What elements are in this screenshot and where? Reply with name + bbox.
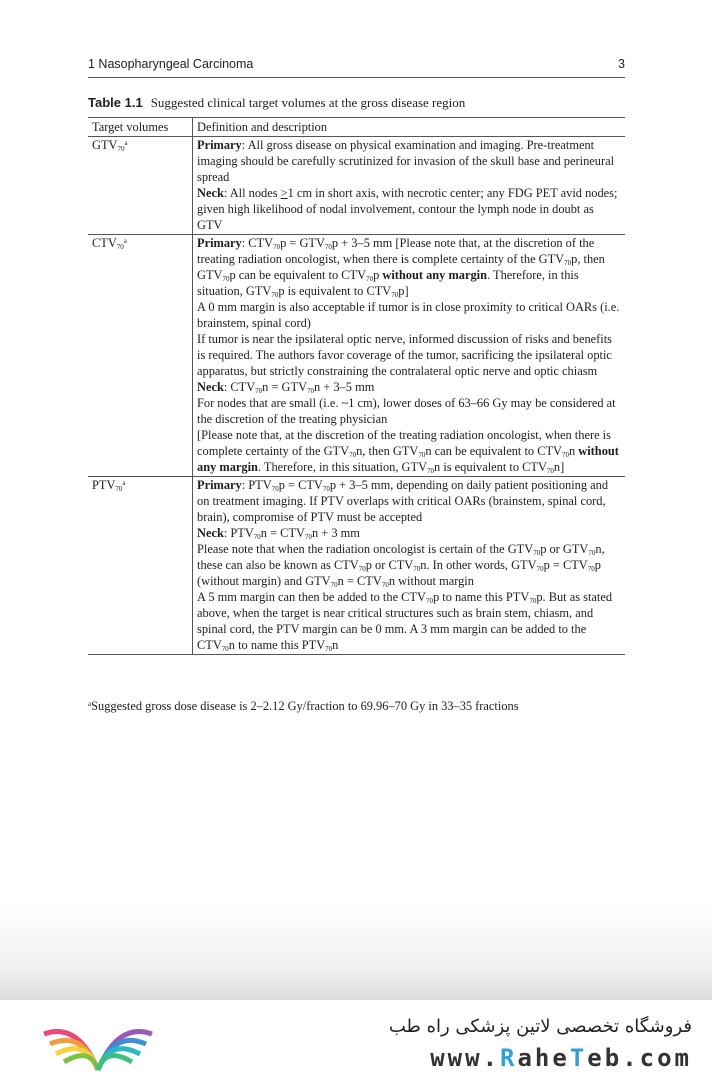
gtv-primary-text: Primary: All gross disease on physical examination and imaging. Pre-treatment imaging should be carefully scrutinized for invasion of the skull base and perineural spread [197, 138, 615, 184]
volume-cell-gtv: $GTV_{70}^a$ [88, 137, 193, 235]
definition-cell-ctv [193, 235, 626, 477]
chapter-title: 1 Nasopharyngeal Carcinoma [88, 57, 254, 71]
ctv-neck-text: Neck: $CTV_{70}n = GTV_{70}n + 3-5$ mm [197, 380, 375, 395]
footnote-mark: a [88, 700, 92, 708]
definition-cell-ptv [193, 477, 626, 655]
ptv-equivalence-text: Please note that when the radiation oncologist is certain of the $GTV_{70}p$ or $GTV_{70}n$, these can also be known as $CTV_{70}p$ or $CTV_{70}n$. In other words, $GTV_{70}p = CTV_{70}p$ (without margin) and $GTV_{70}n = CTV_{70}n$ without margin [197, 542, 605, 589]
volume-cell-ptv: $PTV_{70}^a$ [88, 477, 193, 655]
bottom-shadow [0, 900, 712, 1000]
running-header [88, 55, 625, 78]
watermark-banner [0, 1000, 712, 1079]
table-label: Table 1.1 [88, 95, 143, 110]
ctv-small-nodes-text: For nodes that are small (i.e. ~1 cm), lower doses of 63–66 Gy may be considered at the discretion of the treating physician [197, 396, 616, 426]
target-volume-table [88, 117, 625, 655]
ctv-primary-text: Primary: $CTV_{70}p = GTV_{70}p + 3-5$ mm [Please note that, at the discretion of the treating radiation oncologist, when there is complete certainty of the $GTV_{70}p$, then $GTV_{70}p$ can be equivalent to $CTV_{70}p$ without any margin. Therefore, in this situation, $GTV_{70}p$ is equivalent to $CTV_{70}p$] [197, 236, 605, 299]
gtv-neck-text: Neck: All nodes >1 cm in short axis, with necrotic center; any FDG PET avid nodes; given high likelihood of nodal involvement, contour the lymph node in doubt as GTV [197, 186, 618, 232]
ctv-zero-margin-text: A 0 mm margin is also acceptable if tumor is in close proximity to critical OARs (i.e. brainstem, spinal cord) [197, 300, 620, 330]
open-book-logo-icon [38, 1012, 158, 1074]
table-header-row [88, 118, 625, 137]
column-header-target-volumes: Target volumes [88, 118, 193, 137]
table-footnote [88, 699, 519, 714]
column-header-definition: Definition and description [193, 118, 626, 137]
volume-cell-ctv: $CTV_{70}^a$ [88, 235, 193, 477]
site-url: www.RaheTeb.com [430, 1044, 692, 1072]
footnote-text: Suggested gross dose disease is 2–2.12 Gy/fraction to 69.96–70 Gy in 33–35 fractions [91, 699, 519, 713]
table-row-ctv [88, 235, 625, 477]
ptv-primary-text: Primary: $PTV_{70}p = CTV_{70}p + 3-5$ mm, depending on daily patient positioning and on treatment imaging. If PTV overlaps with critical OARs (brainstem, spinal cord, brain), compromise of PTV must be accepted [197, 478, 609, 524]
ptv-margin-text: A 5 mm margin can then be added to the $CTV_{70}p$ to name this $PTV_{70}p$. But as stated above, when the target is near critical structures such as brain stem, chiasm, and spinal cord, the PTV margin can be 0 mm. A 3 mm margin can be added to the $CTV_{70}n$ to name this $PTV_{70}n$ [197, 590, 613, 653]
definition-cell-gtv [193, 137, 626, 235]
shop-name: فروشگاه تخصصی لاتین پزشکی راه طب [388, 1016, 692, 1037]
table-row-ptv [88, 477, 625, 655]
ctv-optic-nerve-text: If tumor is near the ipsilateral optic nerve, informed discussion of risks and benefits is required. The authors favor coverage of the tumor, sacrificing the ipsilateral optic apparatus, but strictly constraining the contralateral optic nerve and optic chiasm [197, 332, 612, 378]
table-caption-text: Suggested clinical target volumes at the gross disease region [150, 95, 466, 110]
ctv-nodal-note-text: [Please note that, at the discretion of the treating radiation oncologist, when there is complete certainty of the $GTV_{70}n$, then $GTV_{70}n$ can be equivalent to $CTV_{70}n$ without any margin. Therefore, in this situation, $GTV_{70}n$ is equivalent to $CTV_{70}n$] [197, 428, 619, 475]
page-number: 3 [618, 57, 625, 71]
table-caption [88, 95, 465, 111]
ptv-neck-text: Neck: $PTV_{70}n = CTV_{70}n + 3$ mm [197, 526, 360, 541]
table-row-gtv [88, 137, 625, 235]
